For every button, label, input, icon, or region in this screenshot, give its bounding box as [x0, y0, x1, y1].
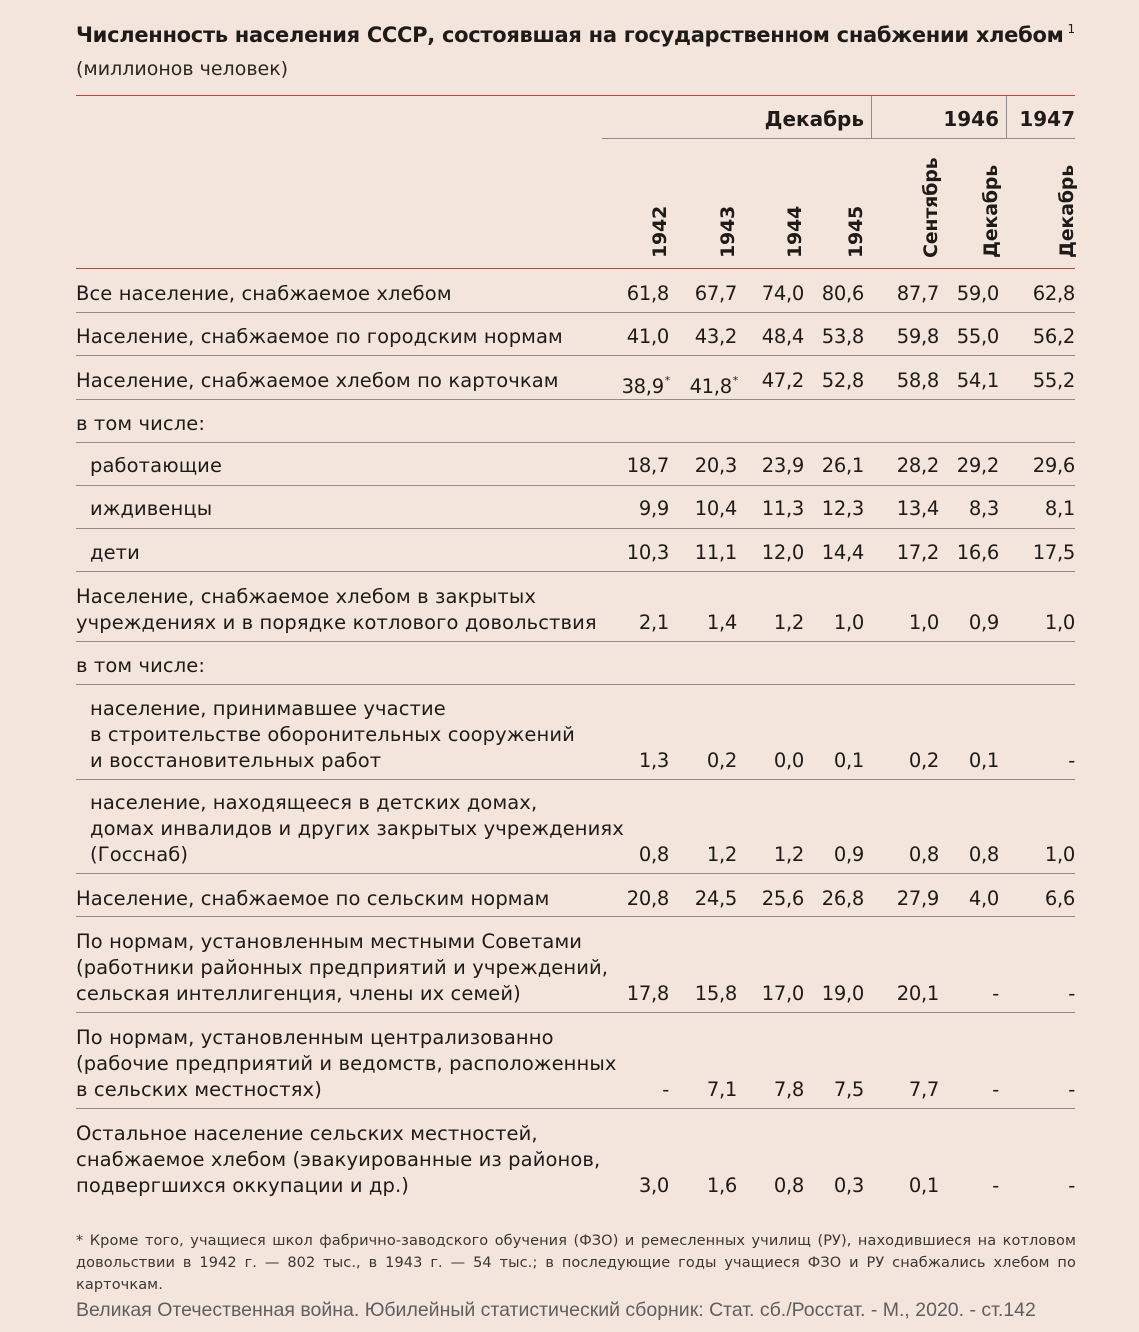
cell-value: 17,0 [761, 982, 804, 1005]
row-label [76, 281, 452, 307]
column-header-1946-september: Сентябрь [920, 157, 942, 258]
cell-value: 17,2 [896, 541, 939, 564]
cell-value: 2,1 [638, 611, 669, 634]
row-divider [76, 1012, 1075, 1013]
cell-value: 17,5 [1032, 541, 1075, 564]
table-cell [919, 281, 999, 307]
cell-footnote-mark: * [732, 374, 738, 387]
cell-value: 1,6 [706, 1174, 737, 1197]
table-cell [919, 748, 999, 774]
cell-value: 26,1 [821, 454, 864, 477]
row-divider [76, 355, 1075, 356]
cell-value: 80,6 [821, 282, 864, 305]
cell-value: 1,3 [638, 749, 669, 772]
row-divider [76, 571, 1075, 572]
row-label-line: По нормам, установленным местными Советами [76, 930, 583, 953]
row-label-line: (Госснаб) [90, 843, 189, 866]
cell-value: 61,8 [626, 282, 669, 305]
group-header-1946: 1946 [943, 107, 999, 131]
table-cell [919, 540, 999, 566]
column-header-1944: 1944 [784, 205, 806, 258]
row-label-line: учреждениях и в порядке котлового довольствия [76, 611, 597, 634]
row-label-line: Остальное население сельских местностей, [76, 1122, 538, 1145]
cell-value: 0,3 [833, 1174, 864, 1197]
row-label-line: (работники районных предприятий и учреждений, [76, 956, 609, 979]
table-cell [995, 1077, 1075, 1103]
column-header-1945: 1945 [845, 205, 867, 258]
cell-value: 8,1 [1044, 497, 1075, 520]
table-cell [784, 281, 864, 307]
cell-value: 67,7 [694, 282, 737, 305]
table-cell [995, 368, 1075, 394]
row-label-line: подвергшихся оккупации и др.) [76, 1174, 409, 1197]
row-label-line: в том числе: [76, 412, 206, 435]
row-label-line: домах инвалидов и других закрытых учреждениях [90, 817, 624, 840]
table-cell [784, 1077, 864, 1103]
table-cell [919, 324, 999, 350]
table-cell [784, 540, 864, 566]
cell-value: 0,0 [773, 749, 804, 772]
cell-value: - [1068, 1078, 1075, 1101]
cell-value: 11,1 [694, 541, 737, 564]
table-cell [995, 540, 1075, 566]
column-header-1947-december: Декабрь [1056, 164, 1078, 258]
row-label [90, 696, 575, 774]
group-divider-1946 [871, 96, 872, 138]
table-cell [919, 610, 999, 636]
column-header-1943: 1943 [717, 205, 739, 258]
row-divider [76, 916, 1075, 917]
cell-value: 1,4 [706, 611, 737, 634]
cell-value: 15,8 [694, 982, 737, 1005]
table-cell [919, 886, 999, 912]
cell-value: 7,8 [773, 1078, 804, 1101]
cell-value: - [992, 982, 999, 1005]
cell-value: 58,8 [896, 369, 939, 392]
cell-value: - [1068, 749, 1075, 772]
cell-value: 1,2 [773, 843, 804, 866]
cell-value: 0,8 [908, 843, 939, 866]
row-label [90, 496, 212, 522]
cell-value: 7,1 [706, 1078, 737, 1101]
cell-value: 25,6 [761, 887, 804, 910]
footnote: * Кроме того, учащиеся школ фабрично-заводского обучения (ФЗО) и ремесленных училищ (РУ), находившиеся на котловом довольствии в 1942 г. — 802 тыс., в 1943 г. — 54 тыс.; в последующие годы учащиеся ФЗО и РУ снабжались хлебом по карточкам. [76, 1233, 1076, 1293]
row-label-line: дети [90, 541, 140, 564]
cell-value: 1,2 [773, 611, 804, 634]
row-divider [76, 779, 1075, 780]
row-label-line: и восстановительных работ [90, 749, 382, 772]
table-cell [995, 981, 1075, 1007]
table-cell [784, 886, 864, 912]
row-label-line: (рабочие предприятий и ведомств, расположенных [76, 1052, 617, 1075]
cell-value: 0,8 [968, 843, 999, 866]
table-cell [995, 748, 1075, 774]
row-label-line: По нормам, установленным централизованно [76, 1026, 554, 1049]
cell-value: 26,8 [821, 887, 864, 910]
row-label-line: Население, снабжаемое по сельским нормам [76, 887, 550, 910]
row-label-line: снабжаемое хлебом (эвакуированные из районов, [76, 1148, 601, 1171]
column-header-1942: 1942 [649, 205, 671, 258]
group-header-1947: 1947 [1019, 107, 1075, 131]
table-cell [784, 324, 864, 350]
row-label [76, 1025, 617, 1103]
row-label-line: в том числе: [76, 654, 206, 677]
row-label [90, 540, 140, 566]
cell-value: 52,8 [821, 369, 864, 392]
table-cell [784, 842, 864, 868]
cell-value: 59,0 [956, 282, 999, 305]
row-label [76, 653, 205, 679]
cell-value: 12,3 [821, 497, 864, 520]
table-cell [784, 453, 864, 479]
row-label-line: Все население, снабжаемое хлебом [76, 282, 452, 305]
cell-value: - [992, 1174, 999, 1197]
cell-value: 59,8 [896, 325, 939, 348]
table-cell [995, 453, 1075, 479]
row-divider [76, 873, 1075, 874]
cell-value: 55,0 [956, 325, 999, 348]
row-divider [76, 485, 1075, 486]
cell-value: 1,2 [706, 843, 737, 866]
row-label [76, 368, 559, 394]
cell-value: 23,9 [761, 454, 804, 477]
cell-value: 0,9 [968, 611, 999, 634]
cell-value: - [662, 1078, 669, 1101]
cell-value: 0,1 [908, 1174, 939, 1197]
cell-value: 27,9 [896, 887, 939, 910]
row-label [76, 584, 597, 636]
row-label [90, 790, 624, 868]
cell-value: 56,2 [1032, 325, 1075, 348]
table-cell [784, 1173, 864, 1199]
cell-value: 1,0 [908, 611, 939, 634]
cell-value: 4,0 [968, 887, 999, 910]
group-divider-1947 [1006, 96, 1007, 138]
row-label [76, 324, 563, 350]
table-cell [995, 324, 1075, 350]
header-bottom-rule [76, 268, 1075, 269]
cell-value: 10,3 [626, 541, 669, 564]
cell-value: 19,0 [821, 982, 864, 1005]
cell-value: 0,8 [638, 843, 669, 866]
row-label [76, 886, 549, 912]
cell-value: 87,7 [896, 282, 939, 305]
table-cell [919, 981, 999, 1007]
cell-value: 0,8 [773, 1174, 804, 1197]
cell-value: 38,9 [621, 375, 664, 398]
row-divider [76, 312, 1075, 313]
row-divider [76, 1108, 1075, 1109]
title-footnote-mark: 1 [1067, 22, 1075, 36]
cell-value: 29,2 [956, 454, 999, 477]
cell-value: 8,3 [968, 497, 999, 520]
cell-value: 53,8 [821, 325, 864, 348]
cell-footnote-mark: * [664, 374, 670, 387]
table-cell [784, 610, 864, 636]
table-cell [995, 496, 1075, 522]
cell-value: 16,6 [956, 541, 999, 564]
table-cell [784, 368, 864, 394]
row-divider [76, 684, 1075, 685]
cell-value: 47,2 [761, 369, 804, 392]
table-cell [995, 610, 1075, 636]
cell-value: 0,1 [833, 749, 864, 772]
cell-value: - [1068, 1174, 1075, 1197]
cell-value: 0,2 [908, 749, 939, 772]
cell-value: - [1068, 982, 1075, 1005]
cell-value: 54,1 [956, 369, 999, 392]
cell-value: 74,0 [761, 282, 804, 305]
cell-value: 20,3 [694, 454, 737, 477]
cell-value: 14,4 [821, 541, 864, 564]
cell-value: 3,0 [638, 1174, 669, 1197]
table-cell [919, 1077, 999, 1103]
table-cell [919, 496, 999, 522]
cell-value: 20,8 [626, 887, 669, 910]
cell-value: 0,9 [833, 843, 864, 866]
table-cell [995, 886, 1075, 912]
cell-value: 1,0 [1044, 843, 1075, 866]
cell-value: 43,2 [694, 325, 737, 348]
row-label-line: работающие [90, 454, 223, 477]
table-cell [995, 281, 1075, 307]
cell-value: 29,6 [1032, 454, 1075, 477]
cell-value: 13,4 [896, 497, 939, 520]
cell-value: 41,8 [689, 375, 732, 398]
source-citation: Великая Отечественная война. Юбилейный статистический сборник: Стат. сб./Росстат. - М., 2020. - ст.142 [76, 1299, 1036, 1321]
cell-value: 9,9 [638, 497, 669, 520]
group-header-december: Декабрь [764, 107, 864, 131]
row-label-line: Население, снабжаемое по городским нормам [76, 325, 563, 348]
cell-value: 11,3 [761, 497, 804, 520]
row-divider [76, 641, 1075, 642]
table-cell [995, 842, 1075, 868]
cell-value: 0,2 [706, 749, 737, 772]
row-label [76, 929, 608, 1007]
cell-value: 20,1 [896, 982, 939, 1005]
cell-value: 1,0 [833, 611, 864, 634]
table-cell [784, 496, 864, 522]
row-label-line: Население, снабжаемое хлебом в закрытых [76, 585, 537, 608]
cell-value: 10,4 [694, 497, 737, 520]
cell-value: 6,6 [1044, 887, 1075, 910]
row-label [76, 1121, 600, 1199]
column-header-1946-december: Декабрь [980, 164, 1002, 258]
table-subtitle: (миллионов человек) [76, 58, 289, 80]
cell-value: 41,0 [626, 325, 669, 348]
row-divider [76, 528, 1075, 529]
row-label [90, 453, 222, 479]
table-cell [995, 1173, 1075, 1199]
row-label-line: Население, снабжаемое хлебом по карточкам [76, 369, 559, 392]
table-cell [919, 842, 999, 868]
cell-value: 62,8 [1032, 282, 1075, 305]
cell-value: 24,5 [694, 887, 737, 910]
cell-value: 7,5 [833, 1078, 864, 1101]
row-divider [76, 442, 1075, 443]
table-cell [784, 981, 864, 1007]
table-cell [919, 453, 999, 479]
cell-value: 17,8 [626, 982, 669, 1005]
cell-value: 1,0 [1044, 611, 1075, 634]
row-label-line: иждивенцы [90, 497, 213, 520]
row-label-line: население, находящееся в детских домах, [90, 791, 538, 814]
row-label [76, 411, 205, 437]
table-cell [919, 1173, 999, 1199]
row-label-line: население, принимавшее участие [90, 697, 446, 720]
cell-value: - [992, 1078, 999, 1101]
cell-value: 55,2 [1032, 369, 1075, 392]
table-title: Численность населения СССР, состоявшая на государственном снабжении хлебом $^1$ [76, 22, 1075, 47]
row-divider [76, 399, 1075, 400]
table-cell [919, 368, 999, 394]
cell-value: 28,2 [896, 454, 939, 477]
cell-value: 48,4 [761, 325, 804, 348]
row-label-line: в строительстве оборонительных сооружений [90, 723, 575, 746]
row-label-line: сельская интеллигенция, члены их семей) [76, 982, 521, 1005]
cell-value: 12,0 [761, 541, 804, 564]
cell-value: 18,7 [626, 454, 669, 477]
cell-value: 0,1 [968, 749, 999, 772]
row-label-line: в сельских местностях) [76, 1078, 322, 1101]
table-cell [784, 748, 864, 774]
cell-value: 7,7 [908, 1078, 939, 1101]
